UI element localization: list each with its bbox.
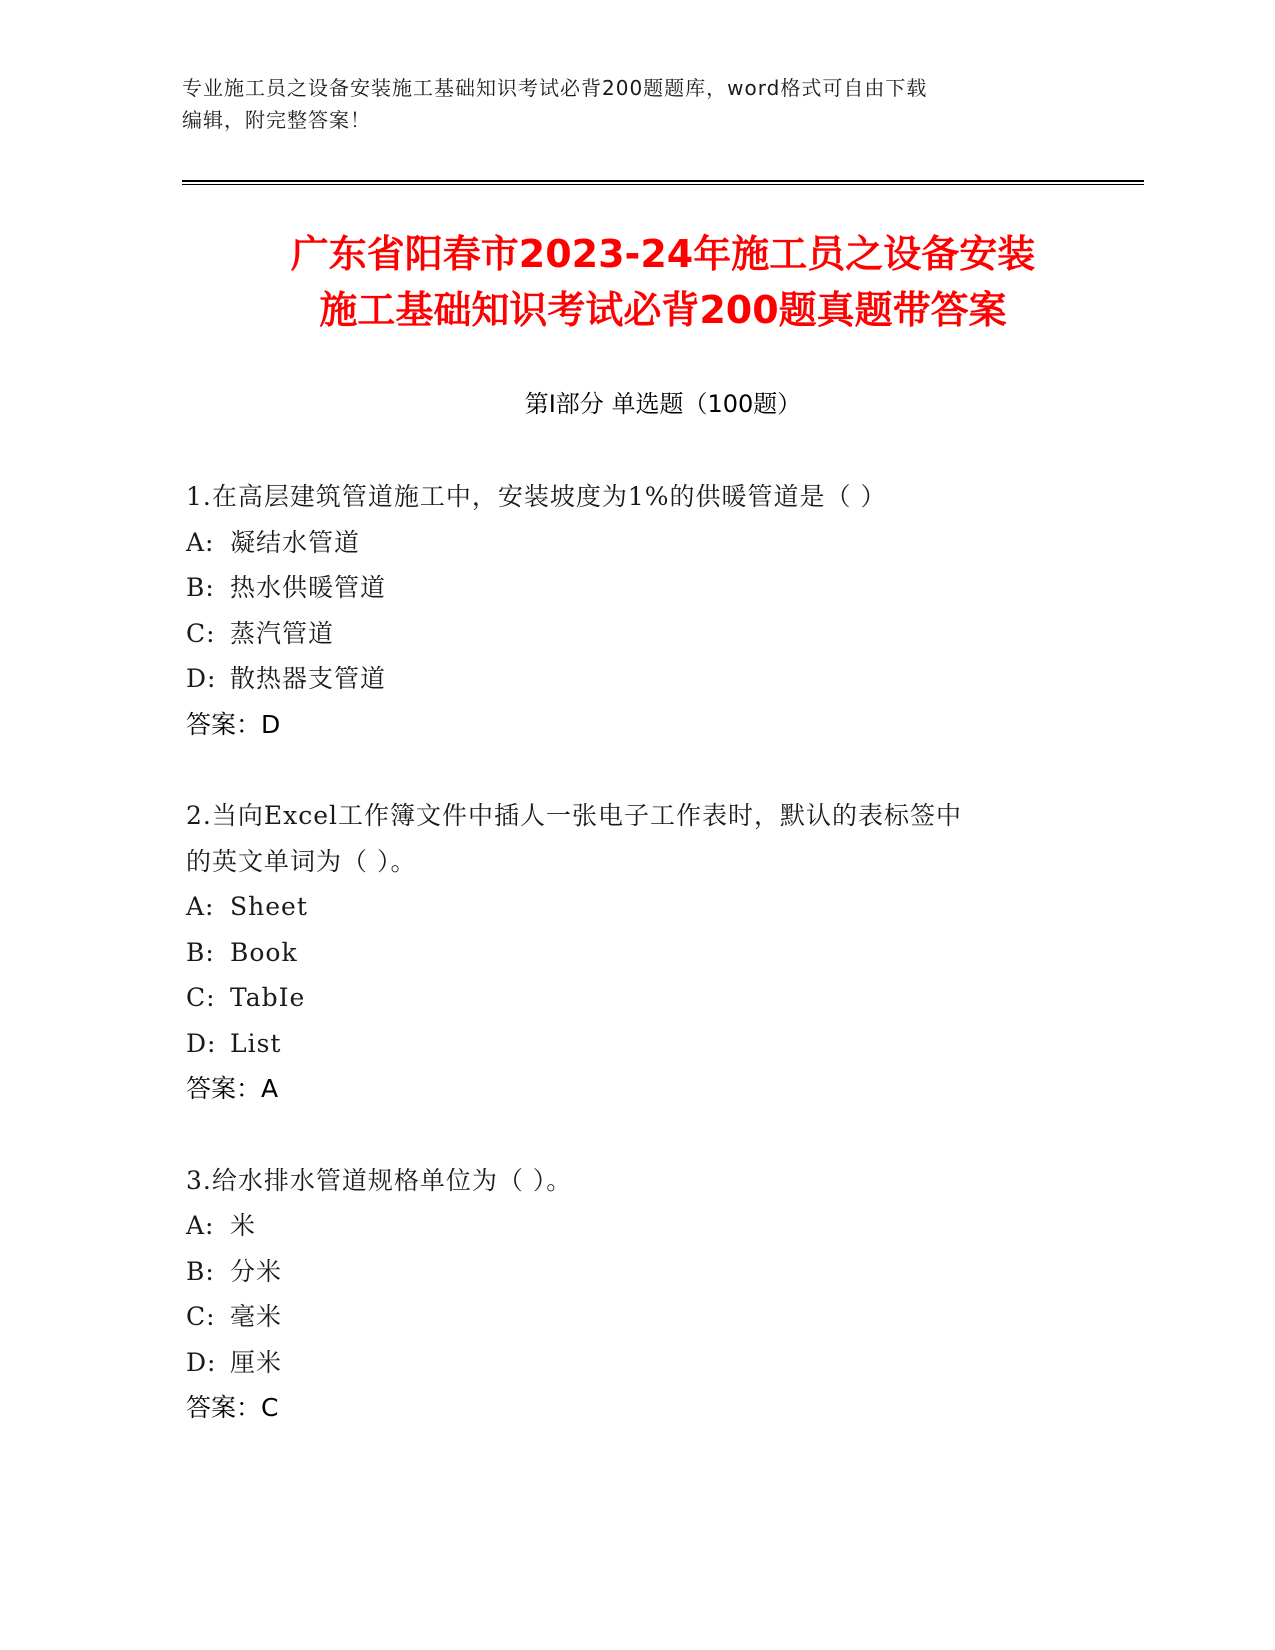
header-note xyxy=(182,72,1062,136)
option-letter: D: xyxy=(186,1028,217,1058)
document-title-line-1: 广东省阳春市2023-24年施工员之设备安装 xyxy=(290,232,1036,276)
document-title xyxy=(182,226,1144,338)
question-list xyxy=(186,474,1086,1477)
answer-option xyxy=(186,884,1086,930)
question-stem: 的英文单词为（ ）。 xyxy=(186,846,417,876)
option-letter: D: xyxy=(186,664,217,693)
option-text: 分米 xyxy=(230,1256,283,1286)
option-text: 热水供暖管道 xyxy=(230,573,387,602)
option-text: 凝结水管道 xyxy=(230,527,361,557)
option-letter: A: xyxy=(186,892,215,921)
option-letter: A: xyxy=(186,1211,215,1240)
answer-option xyxy=(186,656,1086,702)
header-note-line-1: 专业施工员之设备安装施工基础知识考试必背200题题库，word格式可自由下载 xyxy=(182,76,928,100)
header-rule-thick xyxy=(182,180,1144,182)
option-text: List xyxy=(230,1028,282,1058)
question-stem: 1.在高层建筑管道施工中，安装坡度为1%的供暖管道是（ ） xyxy=(186,482,887,511)
option-text: 蒸汽管道 xyxy=(230,618,335,648)
option-text: 厘米 xyxy=(230,1347,283,1377)
option-text: 毫米 xyxy=(230,1302,283,1331)
answer-key: 答案：D xyxy=(186,709,281,739)
option-letter: B: xyxy=(186,573,215,602)
answer-option xyxy=(186,1340,1086,1386)
option-letter: B: xyxy=(186,1256,215,1286)
answer-option xyxy=(186,1249,1086,1295)
option-letter: C: xyxy=(186,618,216,648)
option-text: 散热器支管道 xyxy=(230,664,387,693)
option-text: Book xyxy=(230,937,298,967)
option-text: TabIe xyxy=(230,983,306,1012)
option-text: 米 xyxy=(230,1211,257,1240)
answer-option xyxy=(186,1021,1086,1067)
section-heading: 第Ⅰ部分 单选题（100题） xyxy=(524,390,802,418)
question-stem: 3.给水排水管道规格单位为（ ）。 xyxy=(186,1165,573,1195)
option-letter: C: xyxy=(186,1302,216,1331)
question-block xyxy=(186,474,1086,747)
answer-option xyxy=(186,1203,1086,1249)
answer-key: 答案：A xyxy=(186,1074,279,1103)
answer-option xyxy=(186,1294,1086,1340)
answer-option xyxy=(186,611,1086,657)
answer-option xyxy=(186,975,1086,1021)
question-block xyxy=(186,793,1086,1112)
document-title-line-2: 施工基础知识考试必背200题真题带答案 xyxy=(319,288,1007,332)
option-text: Sheet xyxy=(230,892,308,921)
answer-key: 答案：C xyxy=(186,1393,279,1422)
option-letter: B: xyxy=(186,937,215,967)
answer-option xyxy=(186,520,1086,566)
header-rule-thin xyxy=(182,184,1144,185)
question-block xyxy=(186,1158,1086,1431)
option-letter: D: xyxy=(186,1347,217,1377)
option-letter: A: xyxy=(186,527,215,557)
option-letter: C: xyxy=(186,983,216,1012)
answer-option xyxy=(186,565,1086,611)
answer-option xyxy=(186,930,1086,976)
question-stem: 2.当向Excel工作簿文件中插人一张电子工作表时，默认的表标签中 xyxy=(186,801,962,830)
header-note-line-2: 编辑，附完整答案！ xyxy=(182,108,371,132)
